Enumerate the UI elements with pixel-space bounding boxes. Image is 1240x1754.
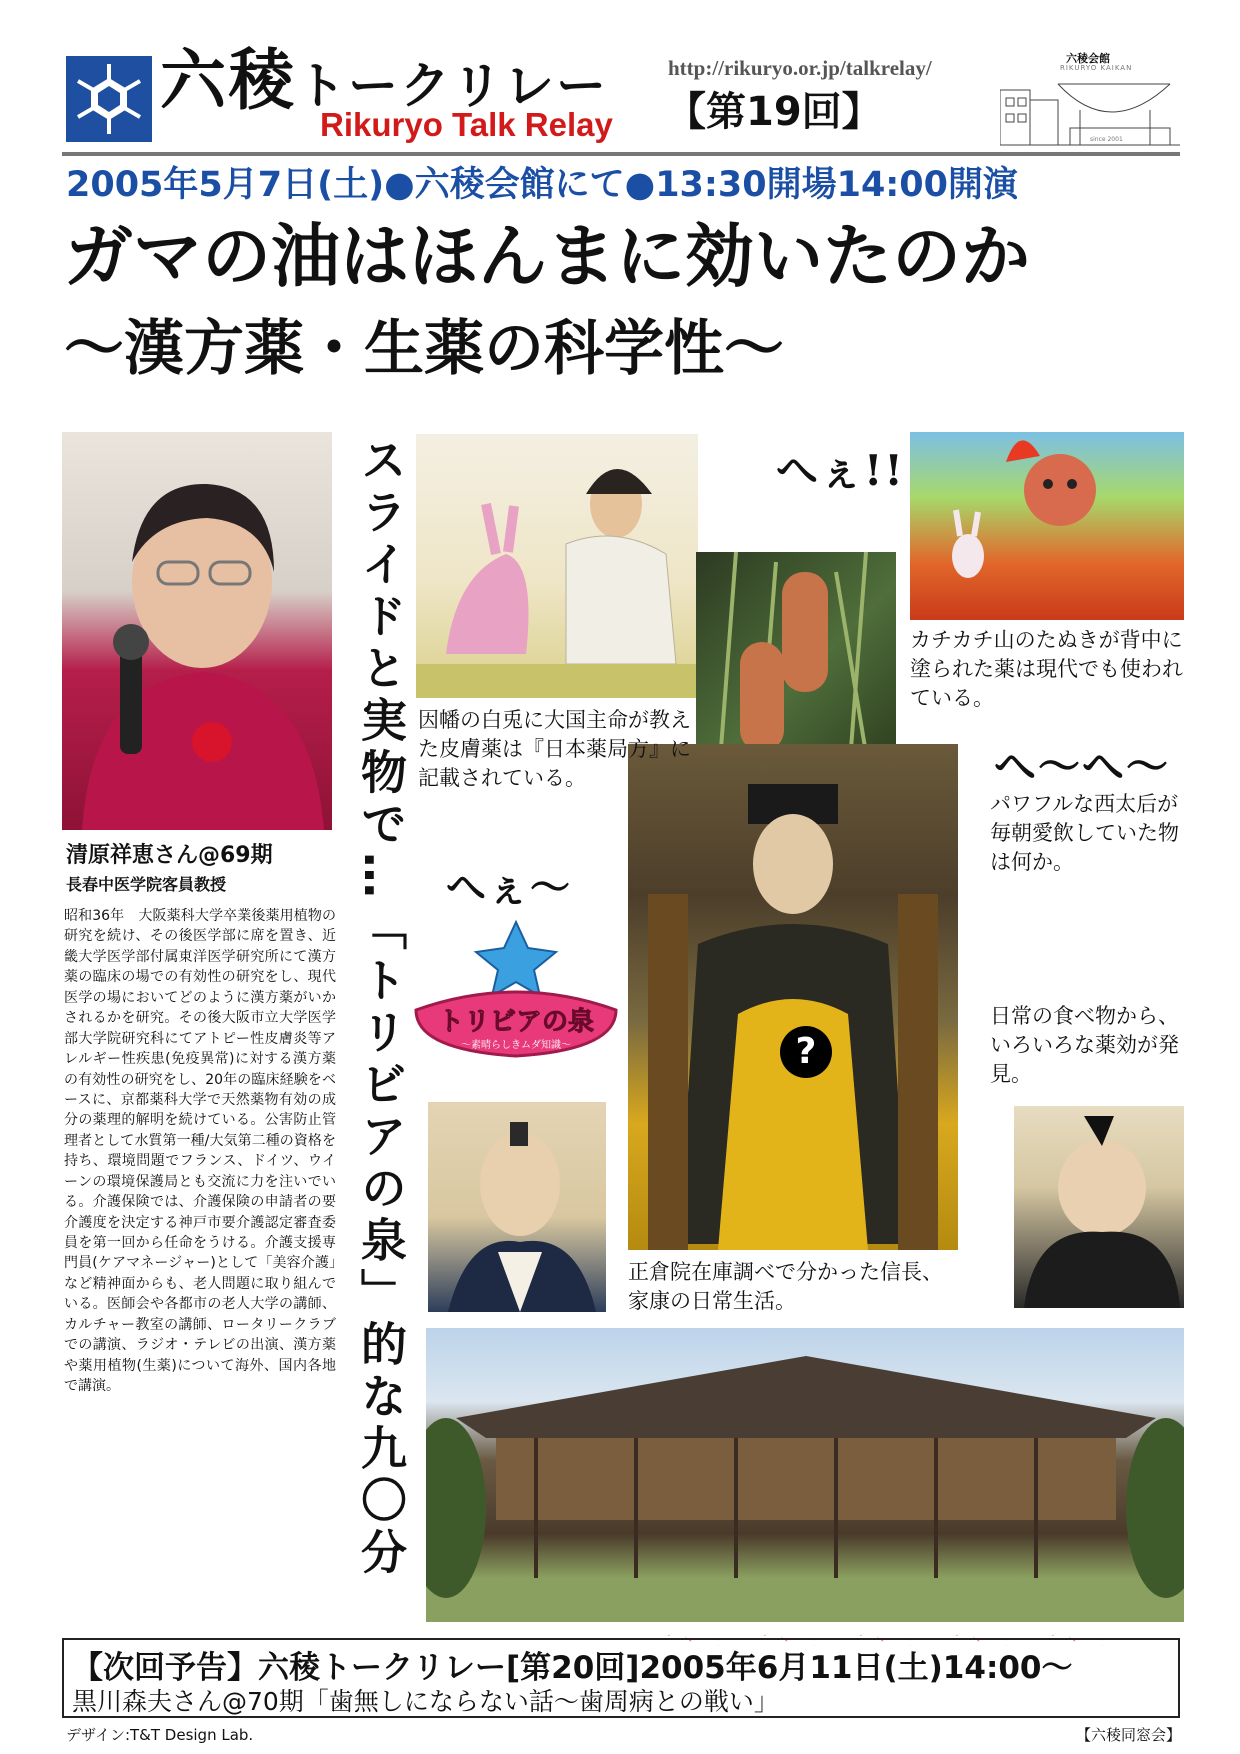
- caption-shosoin: 正倉院在庫調べで分かった信長、家康の日常生活。: [628, 1260, 943, 1313]
- next-event-notice: 【次回予告】六稜トークリレー[第20回]2005年6月11日(土)14:00〜: [72, 1650, 1073, 1686]
- header-divider: [62, 152, 1180, 156]
- design-credit: デザイン:T&T Design Lab.: [66, 1726, 254, 1744]
- page-title: [160, 42, 608, 119]
- question-mark-icon: ?: [780, 1026, 832, 1078]
- trivia-logo-main: トリビアの泉: [437, 1007, 595, 1037]
- organizer-name: 【六稜同窓会】: [1076, 1726, 1182, 1744]
- title-suffix: トークリレー: [296, 57, 608, 115]
- title-english: Rikuryo Talk Relay: [320, 106, 613, 143]
- hall-label: 六稜会館: [1066, 52, 1110, 65]
- hee-exclamation-3: へ〜へ〜: [994, 742, 1171, 791]
- oda-nobunaga-portrait: [428, 1102, 606, 1312]
- trivia-no-izumi-logo: [410, 918, 622, 1060]
- episode-number: 【第19回】: [666, 89, 882, 135]
- empress-cixi-portrait: [628, 744, 958, 1250]
- website-url[interactable]: http://rikuryo.or.jp/talkrelay/: [668, 56, 932, 80]
- event-datetime: 2005年5月7日(土)●六稜会館にて●13:30開場14:00開演: [66, 165, 1019, 205]
- speaker-photo: [62, 432, 332, 830]
- hee-exclamation-2: へぇ〜: [446, 864, 572, 911]
- kachikachi-yama-illustration: [910, 432, 1184, 620]
- next-event-speaker: 黒川森夫さん@70期「歯無しにならない話〜歯周病との戦い」: [72, 1687, 779, 1716]
- rikuryo-logo-icon: [66, 56, 152, 142]
- trivia-logo-sub: 〜素晴らしきムダ知識〜: [461, 1040, 571, 1051]
- caption-cixi: パワフルな西太后が毎朝愛飲していた物は何か。: [990, 792, 1179, 874]
- title-main: 六稜: [160, 42, 296, 119]
- caption-kachikachi: カチカチ山のたぬきが背中に塗られた薬は現代でも使われている。: [910, 628, 1183, 710]
- speaker-bio: 昭和36年 大阪薬科大学卒業後薬用植物の研究を続け、その後医学部に席を置き、近畿大学医学部付属東洋医学研究所にて漢方薬の臨床の場での有効性の研究をし、現代医学の場においてどのように漢方薬がいかされるかを研究。その後大阪市立大学医学部大学院研究科にてアトピー性皮膚炎等アレルギー性疾患(免疫異常)に対する漢方薬の有効性の研究をし、20年の臨床経験をベースに、京都薬科大学で天然薬物有効の成分の薬理的解明を続けている。公害防止管理者として水質第一種/大気第二種の資格を持ち、環境問題でフランス、ドイツ、ウイーンの環境保護局とも交流に力を注いでいる。介護保険では、介護保険の申請者の要介護度を決定する神戸市要介護認定審査委員を第一回から任命をうける。介護支援専門員(ケアマネージャー)として「美容介護」など精神面からも、老人問題に取り組んでいる。医師会や各都市の老人大学の講師、カルチャー教室の講師、ロータリークラブでの講演、ラジオ・テレビの出演、漢方薬や薬用植物(生薬)について海外、国内各地で講演。: [64, 908, 336, 1395]
- tokugawa-ieyasu-portrait: [1014, 1106, 1184, 1308]
- hee-exclamation-1: へぇ!!: [776, 446, 905, 495]
- speaker-title: 長春中医学院客員教授: [66, 875, 227, 894]
- caption-inaba: 因幡の白兎に大国主命が教えた皮膚薬は『日本薬局方』に記載されている。: [418, 708, 691, 790]
- caption-daily-food: 日常の食べ物から、いろいろな薬効が発見。: [990, 1004, 1179, 1086]
- hall-sub-label: RIKURYO KAIKAN: [1060, 64, 1133, 72]
- talk-title: ガマの油はほんまに効いたのか: [64, 217, 1030, 297]
- vertical-catchphrase: スライドと実物で…「トリビアの泉」的な九〇分: [354, 436, 408, 1580]
- hee-exclamation-4: へぇ〜へぇ〜へぇ〜へぇ〜へぇ〜: [664, 1618, 1144, 1653]
- inaba-rabbit-illustration: [416, 434, 698, 698]
- hall-year: since 2001: [1090, 136, 1123, 143]
- talk-subtitle: 〜漢方薬・生薬の科学性〜: [64, 314, 784, 384]
- speaker-name: 清原祥恵さん@69期: [66, 843, 273, 868]
- shosoin-treasure-house-photo: [426, 1328, 1184, 1622]
